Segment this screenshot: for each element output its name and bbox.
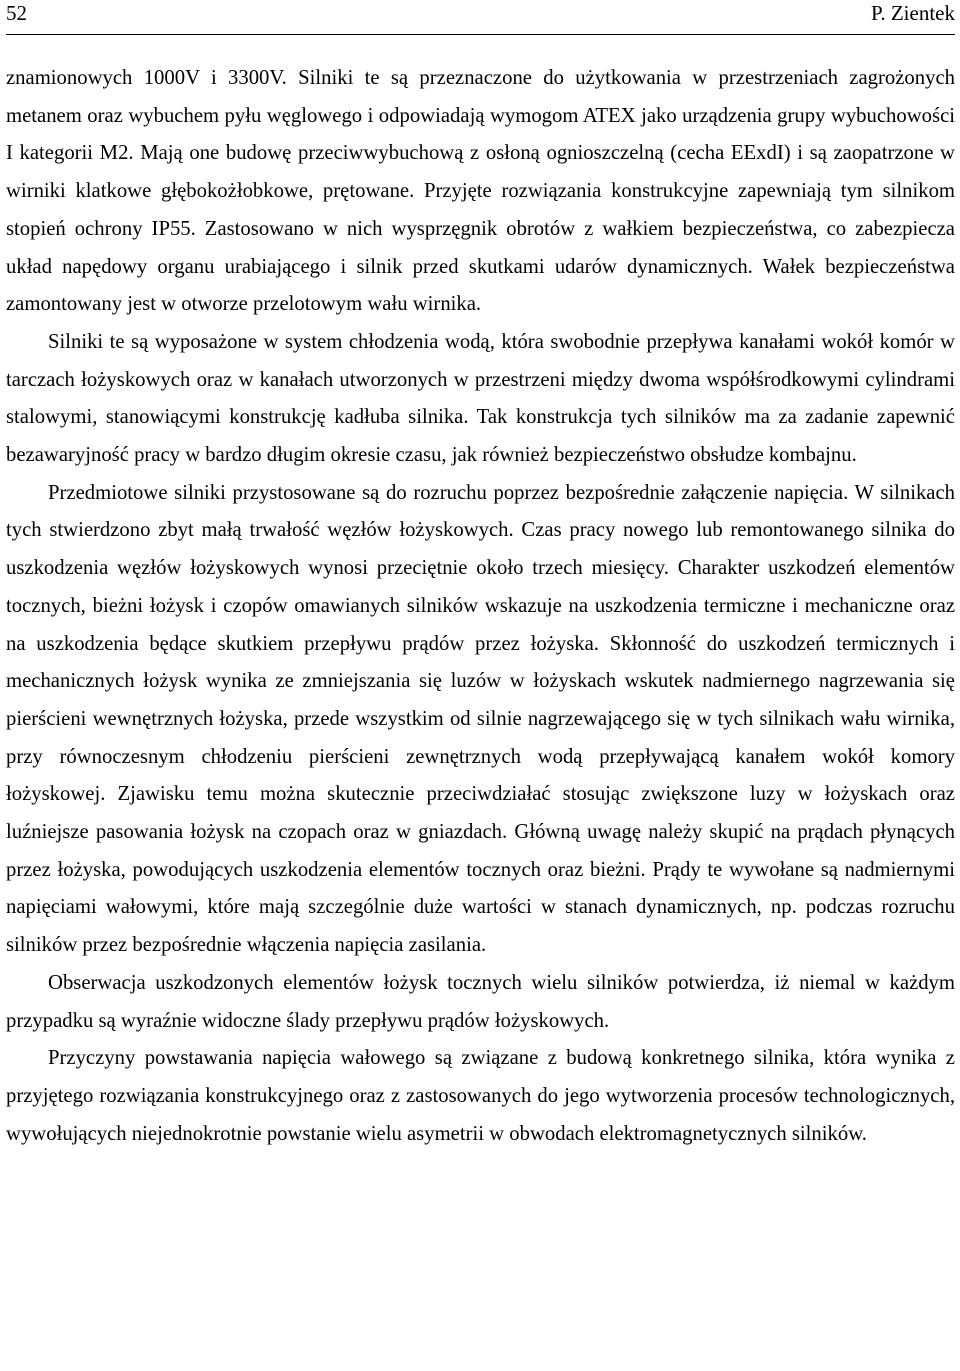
paragraph-bearing-damage: Przedmiotowe silniki przystosowane są do rozruchu poprzez bezpośrednie załączenie napięcia. W silnikach tych stwierdzono zbyt małą trwałość węzłów łożyskowych. Czas pracy nowego lub remontowanego silnika do uszkodzenia węzłów łożyskowych wynosi przeciętnie około trzech miesięcy. Charakter uszkodzeń elementów tocznych, bieżni łożysk i czopów omawianych silników wskazuje na uszkodzenia termiczne i mechaniczne oraz na uszkodzenia będące skutkiem przepływu prądów przez łożyska. Skłonność do uszkodzeń termicznych i mechanicznych łożysk wynika ze zmniejszania się luzów w łożyskach wskutek nadmiernego nagrzewania się pierścieni wewnętrznych łożyska, przede wszystkim od silnie nagrzewającego się w tych silnikach wału wirnika, przy równoczesnym chłodzeniu pierścieni zewnętrznych wodą przepływającą kanałem wokół komory łożyskowej. Zjawisku temu można skutecznie przeciwdziałać stosując zwiększone luzy w łożyskach oraz luźniejsze pasowania łożysk na czopach oraz w gniazdach. Główną uwagę należy skupić na prądach płynących przez łożyska, powodujących uszkodzenia elementów tocznych oraz bieżni. Prądy te wywołane są nadmiernymi napięciami wałowymi, które mają szczególnie duże wartości w stanach dynamicznych, np. podczas rozruchu silników przez bezpośrednie włączenia napięcia zasilania. (6, 481, 955, 957)
body-text (6, 60, 955, 1153)
paragraph-shaft-voltage-causes: Przyczyny powstawania napięcia wałowego są związane z budową konkretnego silnika, która wynika z przyjętego rozwiązania konstrukcyjnego oraz z zastosowanych do jego wytworzenia procesów technologicznych, wywołujących niejednokrotnie powstanie wielu asymetrii w obwodach elektromagnetycznych silników. (6, 1047, 955, 1145)
running-header (6, 0, 955, 35)
running-author: P. Zientek (871, 1, 955, 25)
paragraph-continued: znamionowych 1000V i 3300V. Silniki te są przeznaczone do użytkowania w przestrzeniach zagrożonych metanem oraz wybuchem pyłu węglowego i odpowiadają wymogom ATEX jako urządzenia grupy wybuchowości I kategorii M2. Mają one budowę przeciwwybuchową z osłoną ognioszczelną (cecha EExdI) i są zaopatrzone w wirniki klatkowe głębokożłobkowe, prętowane. Przyjęte rozwiązania konstrukcyjne zapewniają tym silnikom stopień ochrony IP55. Zastosowano w nich wysprzęgnik obrotów z wałkiem bezpieczeństwa, co zabezpiecza układ napędowy organu urabiającego i silnik przed skutkami udarów dynamicznych. Wałek bezpieczeństwa zamontowany jest w otworze przelotowym wału wirnika. (6, 67, 955, 316)
paragraph-cooling-system: Silniki te są wyposażone w system chłodzenia wodą, która swobodnie przepływa kanałami wokół komór w tarczach łożyskowych oraz w kanałach utworzonych w przestrzeni między dwoma współśrodkowymi cylindrami stalowymi, stanowiącymi konstrukcję kadłuba silnika. Tak konstrukcja tych silników ma za zadanie zapewnić bezawaryjność pracy w bardzo długim okresie czasu, jak również bezpieczeństwo obsłudze kombajnu. (6, 330, 955, 467)
page-number: 52 (6, 1, 27, 25)
paragraph-observation: Obserwacja uszkodzonych elementów łożysk tocznych wielu silników potwierdza, iż niemal w każdym przypadku są wyraźnie widoczne ślady przepływu prądów łożyskowych. (6, 971, 955, 1032)
